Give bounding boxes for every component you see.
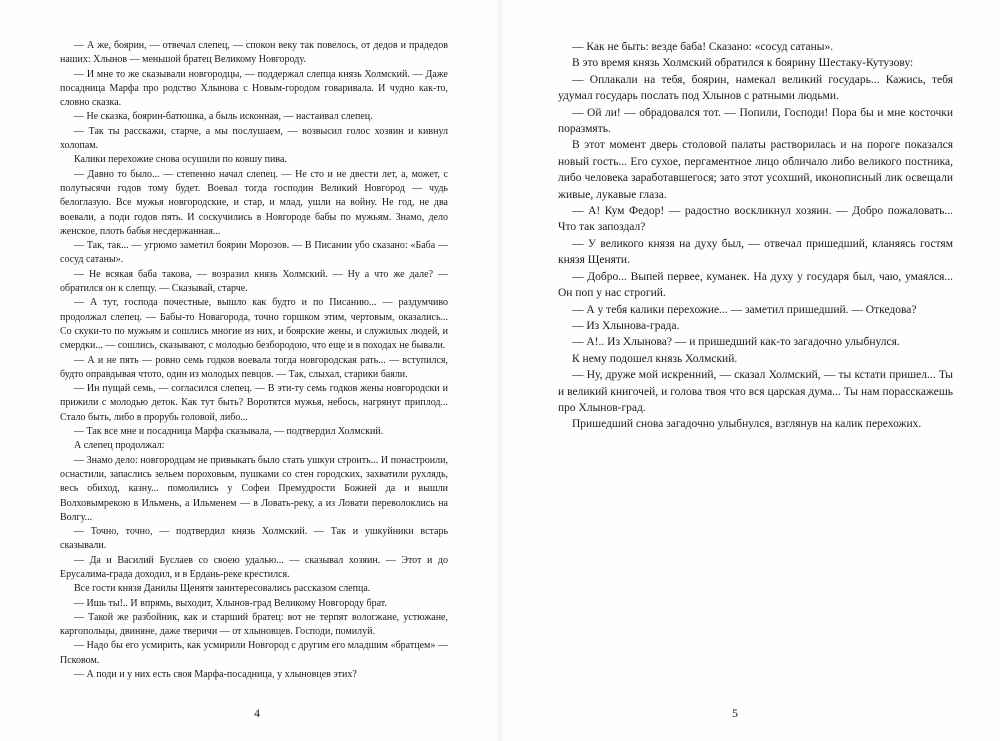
page-number-right: 5 bbox=[732, 706, 738, 720]
paragraph: А слепец продолжал: bbox=[74, 440, 165, 452]
paragraph: В это время князь Холмский обратился к боярину Шестаку-Кутузову: bbox=[572, 57, 914, 70]
paragraph: Пришедший снова загадочно улыбнулся, взглянув на калик перехожих. bbox=[572, 418, 922, 431]
paragraph: К нему подошел князь Холмский. bbox=[572, 352, 738, 365]
paragraph: — А поди и у них есть своя Марфа-посадница, у хлыновцев этих? bbox=[74, 669, 357, 681]
paragraph: — Ой ли! — обрадовался тот. — Попили, Господи! Пора бы и мне косточки поразмять. bbox=[558, 106, 953, 136]
paragraph: Все гости князя Данилы Щенятя заинтересовались рассказом слепца. bbox=[74, 583, 371, 595]
paragraph: — Ну, друже мой искренний, — сказал Холмский, — ты кстати пришел... Ты и великий книгочей, и голова твоя что вся царская дума... Ты нам порасскажешь про Хлынов-град. bbox=[558, 369, 953, 414]
paragraph: — А тут, господа почестные, вышло как будто и по Писанию... — раздумчиво продолжал слепец. — Бабы-то Новагорода, точно горшком этим, чертовым, оказались... Со скуки-то по мужьям и сошлись многие из них, и боярские жены, и служилых людей, и смердки... — сошлись, сказывают, с молодью безбородою, что еще и в походах не бывали. bbox=[60, 297, 448, 352]
right-page bbox=[500, 0, 1000, 741]
paragraph: В этот момент дверь столовой палаты растворилась и на пороге показался новый гость... Его сухое, пергаментное лицо обличало либо великого постника, либо человека заработавшегося; зато этот усохший, иконописный лик освещали живые, лукавые глаза. bbox=[558, 139, 953, 201]
paragraph: — А и не пять — ровно семь годков воевала тогда новгородская рать... — вступился, будто оправдывая чтото, один из молодых певцов. — Так, слыхал, старики баяли. bbox=[60, 354, 448, 380]
paragraph: — Ин пущай семь, — согласился слепец. — В эти-ту семь годков жены новгородски и прижили с молодью деток. Как тут быть? Воротятся мужья, небось, нагрянут приплод... Стало быть, либо в прорубь головой, либо... bbox=[60, 383, 448, 423]
paragraph: — А!.. Из Хлынова? — и пришедший как-то загадочно улыбнулся. bbox=[572, 336, 900, 349]
paragraph: — Точно, точно, — подтвердил князь Холмский. — Так и ушкуйники встарь сказывали. bbox=[60, 526, 448, 552]
paragraph: — Не сказка, боярин-батюшка, а быль исконная, — настаивал слепец. bbox=[74, 111, 373, 123]
paragraph: Калики перехожие снова осушили по ковшу пива. bbox=[74, 154, 287, 166]
paragraph: — Ишь ты!.. И впрямь, выходит, Хлынов-град Великому Новгороду брат. bbox=[74, 597, 387, 609]
paragraph: — Из Хлынова-града. bbox=[572, 319, 680, 332]
paragraph: — Как не быть: везде баба! Сказано: «сосуд сатаны». bbox=[572, 41, 834, 53]
paragraph: — Такой же разбойник, как и старший братец: вот не терпят вологжане, устюжане, каргопольцы, двиняне, даже тверичи — от хлыновцев. Господи, помилуй. bbox=[60, 611, 448, 638]
paragraph: — И мне то же сказывали новгородцы, — поддержал слепца князь Холмский. — Даже посадница Марфа про родство Хлынова с Новым-городом говаривала. И чудно как-то, словно сказка. bbox=[60, 68, 448, 109]
paragraph: — Оплакали на тебя, боярин, намекал великий государь... Кажись, тебя удумал государь послать под Хлынов с ратными людьми. bbox=[558, 73, 953, 103]
left-page-text bbox=[60, 39, 448, 682]
paragraph: — Так все мне и посадница Марфа сказывала, — подтвердил Холмский. bbox=[74, 426, 384, 438]
paragraph: — А у тебя калики перехожие... — заметил пришедший. — Откедова? bbox=[572, 303, 917, 316]
paragraph: — Так ты расскажи, старче, а мы послушаем, — возвысил голос хозяин и кивнул холопам. bbox=[60, 125, 448, 152]
paragraph: — А же, боярин, — отвечал слепец, — спокон веку так повелось, от дедов и прадедов наших: Хлынов — меньшой братец Великому Новгороду. bbox=[60, 40, 448, 66]
paragraph: — Добро... Выпей первее, куманек. На духу у государя был, чаю, умаялся... Он поп у нас строгий. bbox=[558, 270, 953, 300]
paragraph: — Надо бы его усмирить, как усмирили Новгород с другим его младшим «братцем» — Псковом. bbox=[60, 640, 448, 666]
paragraph: — А! Кум Федор! — радостно воскликнул хозяин. — Добро пожаловать... Что так запоздал? bbox=[558, 205, 953, 234]
paragraph: — Не всякая баба таковa, — возразил князь Холмский. — Ну а что же дале? — обратился он к слепцу. — Сказывай, старче. bbox=[60, 268, 448, 295]
page-number-left: 4 bbox=[254, 706, 260, 720]
paragraph: — Давно то было... — степенно начал слепец. — Не сто и не двести лет, а, может, с полутысячи годов тому будет. Воевал тогда господин Великий Новгород — чудь белоглазую. Все мужья новгородские, и стар, и млад, ушли на войну. Не год, не два воевали, а поди годов пять. И соскучились в Новгороде бабы по мужьям. Знамо, дело женское, плоть бабья несдержанная... bbox=[60, 168, 448, 237]
paragraph: — Знамо дело: новгородцам не привыкать было стать ушкуи строить... И понастроили, оснастили, запаслись зельем пороховым, пушками со стен городских, захватили рухлядь, весь обиход, казну... помолились у Софеи Премудрости Божией да и вышли Волховымрекою в Ильмень, а Ильменем — в Ловать-реку, а из Ловати переволоклись на Волгу... bbox=[60, 454, 448, 523]
paragraph: — У великого князя на духу был, — отвечал пришедший, кланяясь гостям князя Щеняти. bbox=[558, 237, 953, 267]
paragraph: — Да и Василий Буслаев со своею удалью... — сказывал хозяин. — Этот и до Ерусалима-града доходил, и в Ердань-реке крестился. bbox=[60, 554, 448, 580]
right-page-text bbox=[558, 39, 953, 433]
paragraph: — Так, так... — угрюмо заметил боярин Морозов. — В Писании убо сказано: «Баба — сосуд сатаны». bbox=[60, 240, 448, 266]
